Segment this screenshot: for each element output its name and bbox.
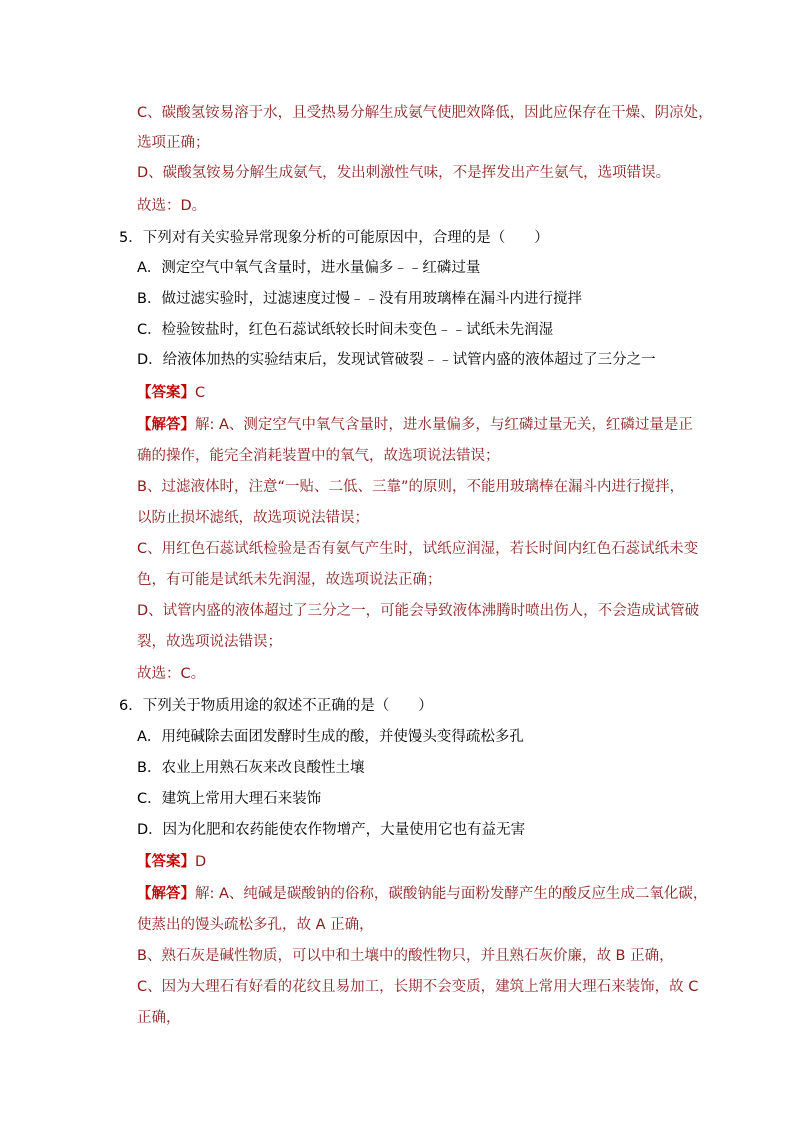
- prev-option-c-line2: 选项正确；: [137, 135, 210, 151]
- q5-analysis-line-2: 确的操作，能完全消耗装置中的氧气，故选项说法错误；: [137, 448, 500, 464]
- q5-analysis-line-1: 【解答】解: A、测定空气中氧气含量时，进水量偏多，与红磷过量无关，红磷过量是正: [137, 417, 693, 433]
- q5-analysis-line-8: 裂，故选项说法错误；: [137, 634, 282, 650]
- q5-analysis-line-7: D、试管内盛的液体超过了三分之一，可能会导致液体沸腾时喷出伤人，不会造成试管破: [137, 603, 700, 619]
- q6-stem: 6．下列关于物质用途的叙述不正确的是（ ）: [119, 698, 433, 714]
- q5-choose: 故选：C。: [137, 666, 206, 682]
- q5-option-b: B．做过滤实验时，过滤速度过慢﹣﹣没有用玻璃棒在漏斗内进行搅拌: [137, 291, 582, 307]
- q5-analysis-line-4: 以防止损坏滤纸，故选项说法错误；: [137, 510, 369, 526]
- q6-option-a: A．用纯碱除去面团发酵时生成的酸，并使馒头变得疏松多孔: [137, 729, 524, 745]
- q6-analysis-line-5: 正确，: [137, 1010, 181, 1026]
- q6-answer: [137, 852, 206, 872]
- q5-option-a: A．测定空气中氧气含量时，进水量偏多﹣﹣红磷过量: [137, 260, 481, 276]
- q5-answer-value: C: [195, 385, 206, 401]
- q6-option-b: B．农业上用熟石灰来改良酸性土壤: [137, 760, 365, 776]
- q5-analysis-tag: 【解答】: [137, 417, 195, 433]
- q6-analysis-line-4: C、因为大理石有好看的花纹且易加工，长期不会变质，建筑上常用大理石来装饰，故 C: [137, 979, 699, 995]
- q6-answer-value: D: [195, 854, 207, 870]
- q6-option-d: D．因为化肥和农药能使农作物增产，大量使用它也有益无害: [137, 822, 526, 838]
- q5-analysis-line-6: 色，有可能是试纸未先润湿，故选项说法正确；: [137, 572, 442, 588]
- q5-answer-tag: 【答案】: [137, 385, 195, 401]
- q5-option-c: C．检验铵盐时，红色石蕊试纸较长时间未变色﹣﹣试纸未先润湿: [137, 322, 554, 338]
- q5-analysis-line-3: B、过滤液体时，注意“一贴、二低、三靠”的原则，不能用玻璃棒在漏斗内进行搅拌，: [137, 479, 684, 495]
- prev-option-c-line1: C、碳酸氢铵易溶于水，且受热易分解生成氨气使肥效降低，因此应保存在干燥、阴凉处，: [137, 105, 713, 121]
- q6-analysis-line-3: B、熟石灰是碱性物质，可以中和土壤中的酸性物只，并且熟石灰价廉，故 B 正确，: [137, 948, 674, 964]
- q5-analysis-line-5: C、用红色石蕊试纸检验是否有氨气产生时，试纸应润湿，若长时间内红色石蕊试纸未变: [137, 541, 699, 557]
- prev-choose: 故选：D。: [137, 198, 207, 214]
- q6-answer-tag: 【答案】: [137, 854, 195, 870]
- q5-answer: [137, 383, 205, 403]
- q6-analysis-line-1: 【解答】解: A、纯碱是碳酸钠的俗称，碳酸钠能与面粉发酵产生的酸反应生成二氧化碳，: [137, 886, 708, 902]
- q6-analysis-tag: 【解答】: [137, 886, 195, 902]
- q5-stem: 5．下列对有关实验异常现象分析的可能原因中，合理的是（ ）: [119, 230, 549, 246]
- q6-analysis-line-2: 使蒸出的馒头疏松多孔，故 A 正确，: [137, 917, 374, 933]
- q5-option-d: D．给液体加热的实验结束后，发现试管破裂﹣﹣试管内盛的液体超过了三分之一: [137, 352, 656, 368]
- prev-option-d-line1: D、碳酸氢铵易分解生成氨气，发出刺激性气味，不是挥发出产生氨气，选项错误。: [137, 165, 671, 181]
- q6-option-c: C．建筑上常用大理石来装饰: [137, 791, 322, 807]
